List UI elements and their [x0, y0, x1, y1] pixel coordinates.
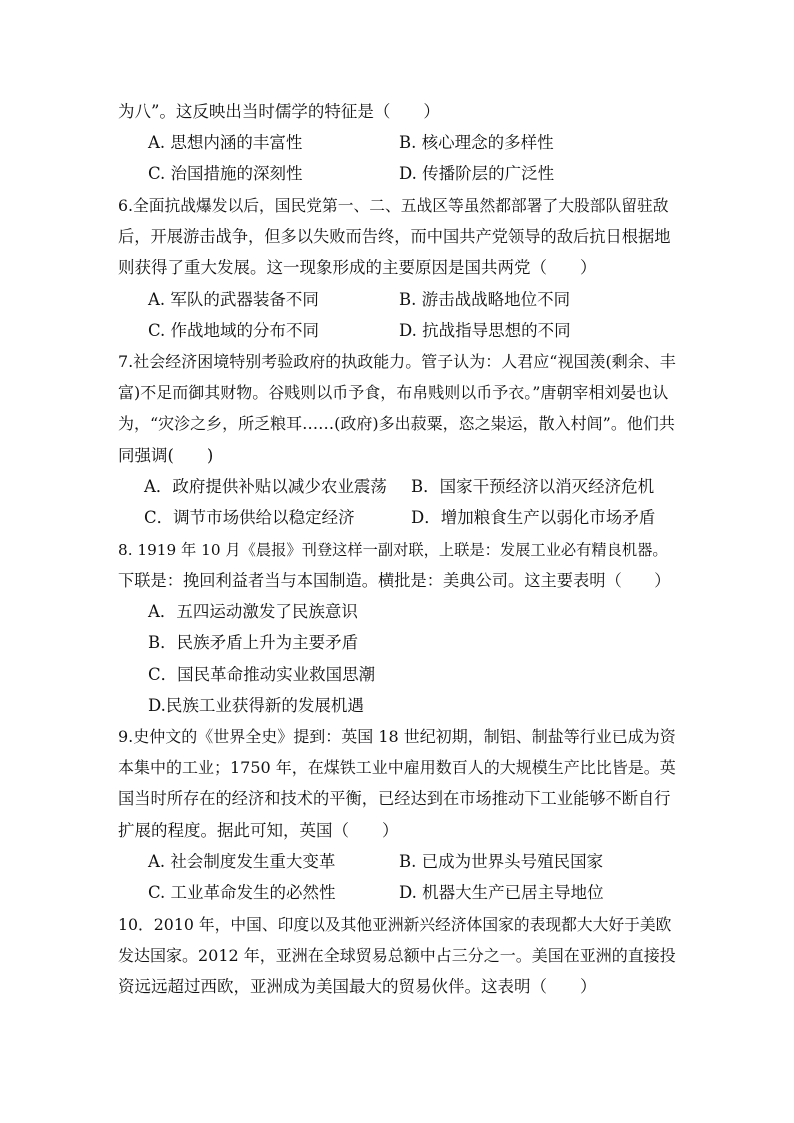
q7-line-2: 富)不足而御其财物。谷贱则以币予食，布帛贱则以币予衣。”唐朝宰相刘晏也认 [118, 383, 669, 402]
q5-option-b: B. 核心理念的多样性 [399, 133, 554, 152]
q6-line-1: 6.全面抗战爆发以后，国民党第一、二、五战区等虽然都部署了大股部队留驻敌 [118, 196, 669, 215]
q6-option-a: A. 军队的武器装备不同 [148, 290, 319, 309]
q7-line-1: 7.社会经济困境特别考验政府的执政能力。管子认为：人君应“视国羡(剩余、丰 [118, 352, 676, 371]
q8-option-a: A．五四运动激发了民族意识 [148, 602, 358, 621]
q9-line-2: 本集中的工业；1750 年，在煤铁工业中雇用数百人的大规模生产比比皆是。英 [118, 758, 676, 777]
q7-line-4: 同强调( ) [118, 446, 214, 465]
q10-line-3: 资远远超过西欧，亚洲成为美国最大的贸易伙伴。这表明（ ） [118, 977, 597, 996]
q9-line-3: 国当时所存在的经济和技术的平衡，已经达到在市场推动下工业能够不断自行 [118, 789, 671, 808]
q5-stem-end: 为八”。这反映出当时儒学的特征是（ ） [118, 102, 440, 121]
q7-option-b: B．国家干预经济以消灭经济危机 [411, 477, 655, 496]
q9-option-a: A. 社会制度发生重大变革 [148, 852, 336, 871]
q10-line-1: 10．2010 年，中国、印度以及其他亚洲新兴经济体国家的表现都大大好于美欧 [118, 915, 672, 934]
q5-option-c: C. 治国措施的深刻性 [148, 164, 303, 183]
q9-line-4: 扩展的程度。据此可知，英国（ ） [118, 821, 399, 840]
q6-line-2: 后，开展游击战争，但多以失败而告终，而中国共产党领导的敌后抗日根据地 [118, 227, 671, 246]
q6-option-b: B. 游击战战略地位不同 [399, 290, 571, 309]
q8-option-c: C．国民革命推动实业救国思潮 [148, 665, 376, 684]
q7-line-3: 为，“灾沴之乡，所乏粮耳……(政府)多出菽粟，恣之粜运，散入村闾”。他们共 [118, 414, 675, 433]
q9-option-c: C. 工业革命发生的必然性 [148, 883, 336, 902]
q7-option-a: A．政府提供补贴以减少农业震荡 [144, 477, 387, 496]
q9-option-d: D. 机器大生产已居主导地位 [399, 883, 604, 902]
q10-line-2: 发达国家。2012 年，亚洲在全球贸易总额中占三分之一。美国在亚洲的直接投 [118, 946, 676, 965]
q6-line-3: 则获得了重大发展。这一现象形成的主要原因是国共两党（ ） [118, 258, 597, 277]
q7-option-d: D．增加粮食生产以弱化市场矛盾 [411, 508, 656, 527]
q8-option-b: B．民族矛盾上升为主要矛盾 [148, 633, 359, 652]
q8-line-2: 下联是：挽回利益者当与本国制造。横批是：美典公司。这主要表明（ ） [118, 571, 671, 590]
q5-option-a: A. 思想内涵的丰富性 [148, 133, 303, 152]
q5-option-d: D. 传播阶层的广泛性 [399, 164, 555, 183]
q6-option-c: C. 作战地域的分布不同 [148, 321, 320, 340]
q9-option-b: B. 已成为世界头号殖民国家 [399, 852, 604, 871]
q7-option-c: C．调节市场供给以稳定经济 [144, 508, 355, 527]
q8-option-d: D.民族工业获得新的发展机遇 [148, 696, 364, 715]
q6-option-d: D. 抗战指导思想的不同 [399, 321, 571, 340]
q9-line-1: 9.史仲文的《世界全史》提到：英国 18 世纪初期，制铝、制盐等行业已成为资 [118, 727, 676, 746]
q8-line-1: 8. 1919 年 10 月《晨报》刊登这样一副对联，上联是：发展工业必有精良机器。 [118, 541, 668, 559]
